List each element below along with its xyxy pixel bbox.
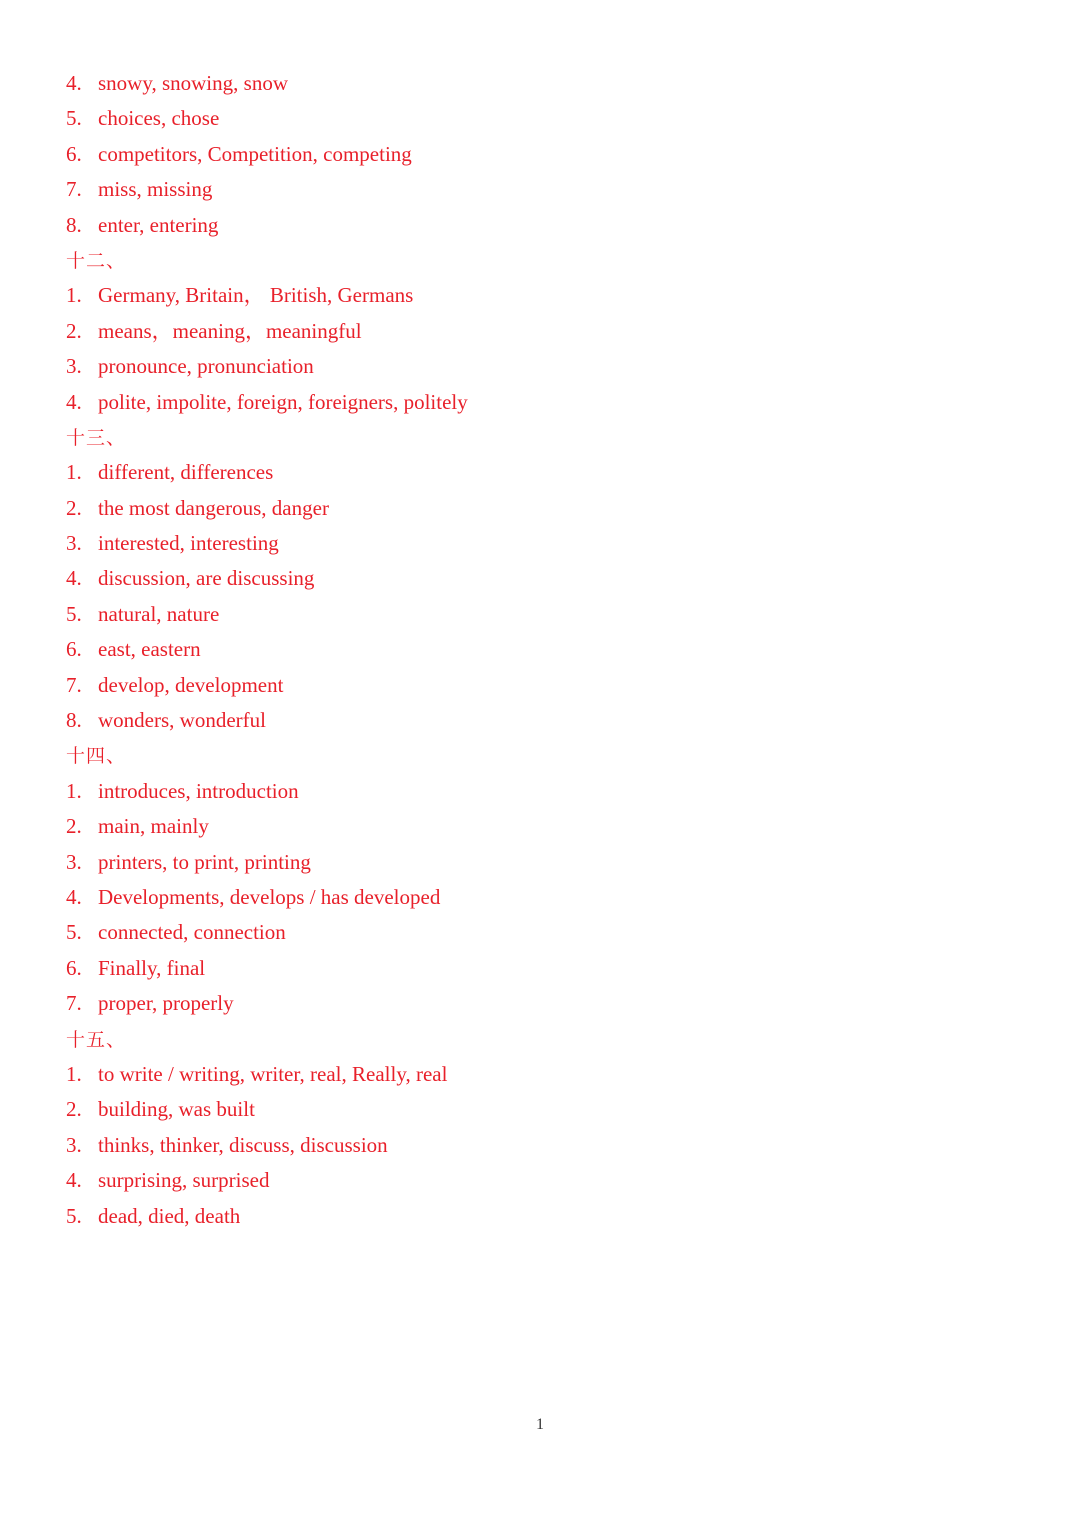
item-number: 5. <box>66 920 82 945</box>
item-text: Developments, develops / has developed <box>98 884 441 909</box>
answer-item <box>66 880 1006 915</box>
item-text: wonders, wonderful <box>98 708 266 733</box>
item-number: 5. <box>66 1203 82 1228</box>
answer-list <box>66 66 1006 1234</box>
section-heading <box>66 1022 1006 1057</box>
item-text: printers, to print, printing <box>98 849 311 874</box>
item-number: 6. <box>66 637 82 662</box>
page-number: 1 <box>536 1416 544 1433</box>
item-text: choices, chose <box>98 106 220 131</box>
item-text: snowy, snowing, snow <box>98 71 288 95</box>
item-number: 4. <box>66 71 82 95</box>
item-text: discussion, are discussing <box>98 566 315 591</box>
item-number: 7. <box>66 991 82 1016</box>
item-number: 1. <box>66 460 82 485</box>
answer-item <box>66 986 1006 1021</box>
item-number: 6. <box>66 955 82 980</box>
item-number: 1. <box>66 283 82 308</box>
item-text: east, eastern <box>98 637 201 662</box>
item-text: main, mainly <box>98 814 209 839</box>
answer-item <box>66 101 1006 136</box>
section-heading-label: 十四、 <box>66 745 127 768</box>
answer-item <box>66 561 1006 596</box>
item-number: 4. <box>66 884 82 909</box>
answer-item <box>66 491 1006 526</box>
answer-item <box>66 1199 1006 1234</box>
answer-item <box>66 809 1006 844</box>
answer-item <box>66 1128 1006 1163</box>
section-heading-label: 十三、 <box>66 426 127 449</box>
item-text: natural, nature <box>98 601 220 626</box>
answer-item <box>66 1057 1006 1092</box>
item-number: 2. <box>66 318 82 343</box>
item-number: 1. <box>66 1061 82 1086</box>
item-text: Germany, Britain， British, Germans <box>98 283 414 308</box>
item-number: 8. <box>66 708 82 733</box>
item-number: 3. <box>66 849 82 874</box>
answer-item <box>66 597 1006 632</box>
item-text: to write / writing, writer, real, Really, real <box>98 1061 448 1086</box>
item-number: 2. <box>66 495 82 520</box>
item-text: proper, properly <box>98 991 234 1016</box>
item-text: connected, connection <box>98 920 286 945</box>
answer-item <box>66 385 1006 420</box>
item-text: different, differences <box>98 460 274 485</box>
section-heading <box>66 420 1006 455</box>
item-number: 4. <box>66 1168 82 1193</box>
item-text: enter, entering <box>98 212 219 237</box>
item-text: introduces, introduction <box>98 778 299 803</box>
item-number: 1. <box>66 778 82 803</box>
answer-item <box>66 66 1006 101</box>
item-text: polite, impolite, foreign, foreigners, politely <box>98 389 468 414</box>
item-text: building, was built <box>98 1097 255 1122</box>
section-heading <box>66 243 1006 278</box>
item-number: 7. <box>66 672 82 697</box>
answer-item <box>66 951 1006 986</box>
item-number: 5. <box>66 601 82 626</box>
item-text: miss, missing <box>98 177 213 202</box>
item-text: develop, development <box>98 672 284 697</box>
answer-item <box>66 915 1006 950</box>
item-number: 6. <box>66 141 82 166</box>
item-number: 5. <box>66 106 82 131</box>
item-text: dead, died, death <box>98 1203 241 1228</box>
item-text: interested, interesting <box>98 531 279 556</box>
item-number: 4. <box>66 566 82 591</box>
answer-item <box>66 774 1006 809</box>
item-number: 7. <box>66 177 82 202</box>
answer-item <box>66 137 1006 172</box>
answer-item <box>66 314 1006 349</box>
item-number: 2. <box>66 814 82 839</box>
section-heading-label: 十五、 <box>66 1028 127 1051</box>
item-text: means，meaning，meaningful <box>98 318 362 343</box>
answer-item <box>66 703 1006 738</box>
answer-item <box>66 1163 1006 1198</box>
item-number: 8. <box>66 212 82 237</box>
item-text: pronounce, pronunciation <box>98 354 314 379</box>
answer-item <box>66 208 1006 243</box>
answer-item <box>66 455 1006 490</box>
answer-item <box>66 668 1006 703</box>
answer-item <box>66 632 1006 667</box>
answer-item <box>66 1092 1006 1127</box>
item-text: the most dangerous, danger <box>98 495 329 520</box>
answer-item <box>66 278 1006 313</box>
section-heading <box>66 738 1006 773</box>
item-number: 4. <box>66 389 82 414</box>
item-text: Finally, final <box>98 955 206 980</box>
item-number: 3. <box>66 531 82 556</box>
answer-item <box>66 845 1006 880</box>
answer-item <box>66 349 1006 384</box>
section-heading-label: 十二、 <box>66 249 127 272</box>
item-text: surprising, surprised <box>98 1168 270 1193</box>
item-text: thinks, thinker, discuss, discussion <box>98 1132 388 1157</box>
answer-item <box>66 526 1006 561</box>
item-number: 3. <box>66 1132 82 1157</box>
item-number: 2. <box>66 1097 82 1122</box>
answer-item <box>66 172 1006 207</box>
item-number: 3. <box>66 354 82 379</box>
item-text: competitors, Competition, competing <box>98 141 412 166</box>
